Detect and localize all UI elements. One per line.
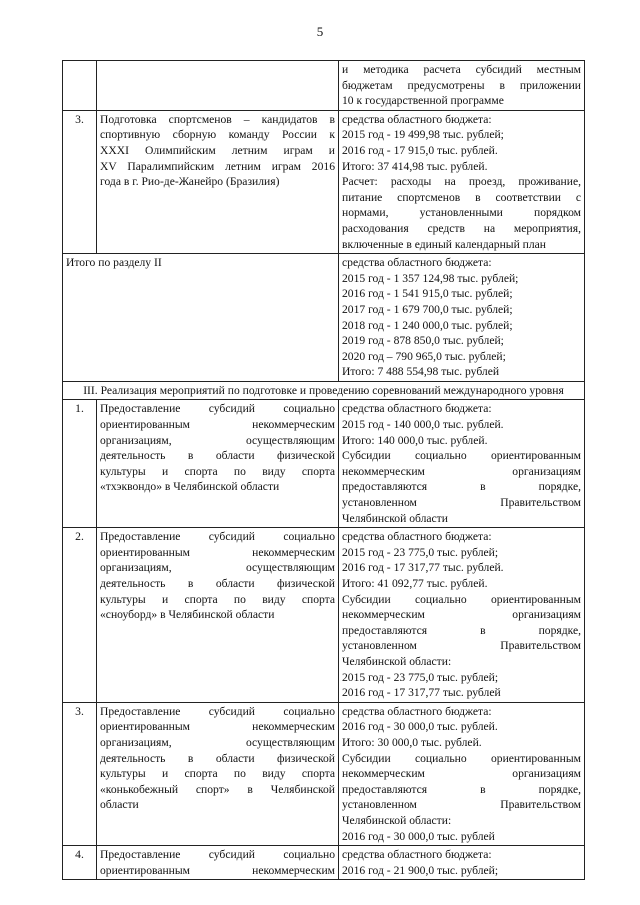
event-name-cell [97,528,339,703]
finance-line: Челябинской области: [342,813,452,827]
finance-line: 2015 год - 1 357 124,98 тыс. рублей; [342,271,519,285]
name-line: деятельность в области физической [100,751,335,765]
event-name-cell [97,702,339,845]
name-line: Подготовка спортсменов – кандидатов в [100,112,335,126]
finance-line: 2016 год - 30 000,0 тыс. рублей [342,829,495,843]
finance-line: Итого: 37 414,98 тыс. рублей. [342,159,488,173]
finance-line: 2016 год - 30 000,0 тыс. рублей. [342,720,498,734]
name-line: области [100,798,139,812]
finance-line: Итого: 41 092,77 тыс. рублей. [342,577,488,590]
finance-line: 2015 год - 23 775,0 тыс. рублей; [342,670,499,684]
name-line: «сноуборд» в Челябинской области [100,608,275,622]
finance-line: Субсидии социально ориентированным [342,751,581,765]
name-line: ориентированным некоммерческим [100,720,335,734]
finance-line: 2016 год - 17 915,0 тыс. рублей. [342,143,498,157]
finance-line: 2016 год - 1 541 915,0 тыс. рублей; [342,287,513,301]
finance-line: 2018 год - 1 240 000,0 тыс. рублей; [342,318,513,332]
table-row [63,400,585,528]
name-line: Предоставление субсидий социально [100,704,335,718]
finance-line: средства областного бюджета: [342,402,492,416]
name-line: культуры и спорта по виду спорта [100,464,335,478]
name-line: культуры и спорта по виду спорта [100,767,335,781]
finance-cell [339,846,585,880]
row-number-cell: 3. [63,110,97,253]
finance-line: Расчет: расходы на проезд, проживание, [342,175,581,189]
finance-line: Субсидии социально ориентированным [342,592,581,606]
name-line: организациям, осуществляющим [100,561,335,575]
finance-line: 2020 год – 790 965,0 тыс. рублей; [342,349,506,363]
finance-line: предоставляются в порядке, [342,623,581,637]
finance-line: нормами, установленными порядком [342,206,581,220]
finance-line: предоставляются в порядке, [342,480,581,494]
finance-line: некоммерческим организациям [342,767,581,781]
finance-line: Челябинской области [342,511,448,525]
name-line: Предоставление субсидий социально [100,848,335,862]
section-total-label: Итого по разделу II [63,254,339,382]
name-line: деятельность в области физической [100,449,335,463]
finance-line: средства областного бюджета: [342,530,492,544]
table-row [63,846,585,880]
page-number: 5 [316,24,324,39]
finance-line: 2015 год - 140 000,0 тыс. рублей. [342,418,504,432]
finance-line: установленном Правительством [342,496,581,510]
finance-line: расходования средств на мероприятия, [342,221,581,235]
finance-line: 2016 год - 21 900,0 тыс. рублей; [342,863,499,877]
finance-line: установленном Правительством [342,639,581,653]
finance-line: питание спортсменов в соответствии с [342,190,581,204]
name-line: ориентированным некоммерческим [100,418,335,432]
row-number-cell: 2. [63,528,97,703]
finance-line: средства областного бюджета: [342,704,492,718]
event-name-cell [97,846,339,880]
row-number-cell: 3. [63,702,97,845]
event-name-cell [97,61,339,111]
name-line: Предоставление субсидий социально [100,402,335,416]
finance-cell [339,110,585,253]
finance-line: 2015 год - 19 499,98 тыс. рублей; [342,128,504,142]
name-line: организациям, осуществляющим [100,735,335,749]
finance-line: 10 к государственной программе [342,94,504,108]
row-number-cell: 1. [63,400,97,528]
name-line: XV Паралимпийским летним играм 2016 [100,159,335,173]
name-line: культуры и спорта по виду спорта [100,592,335,606]
finance-cell [339,254,585,382]
finance-line: 2017 год - 1 679 700,0 тыс. рублей; [342,302,513,316]
name-line: ориентированным некоммерческим [100,863,335,877]
name-line: «тхэквондо» в Челябинской области [100,480,280,494]
finance-cell [339,61,585,111]
finance-line: средства областного бюджета: [342,112,492,126]
finance-line: Субсидии социально ориентированным [342,449,581,463]
section-heading: III. Реализация мероприятий по подготовке и проведению соревнований международного уровня [63,381,585,400]
finance-line: и методика расчета субсидий местным [342,63,581,76]
finance-line: некоммерческим организациям [342,608,581,622]
finance-cell [339,702,585,845]
table-row [63,528,585,703]
finance-cell [339,400,585,528]
finance-line: 2016 год - 17 317,77 тыс. рублей [342,686,501,700]
finance-cell [339,528,585,703]
budget-table [62,60,585,880]
name-line: «конькобежный спорт» в Челябинской [100,782,335,796]
finance-line: 2019 год - 878 850,0 тыс. рублей; [342,334,504,348]
name-line: года в г. Рио-де-Жанейро (Бразилия) [100,175,280,189]
finance-line: Итого: 7 488 554,98 тыс. рублей [342,365,500,379]
finance-line: Итого: 30 000,0 тыс. рублей. [342,735,482,749]
finance-line: Челябинской области: [342,654,452,668]
table-row [63,702,585,845]
finance-line: Итого: 140 000,0 тыс. рублей. [342,433,488,447]
finance-line: 2015 год - 23 775,0 тыс. рублей; [342,545,499,559]
name-line: ориентированным некоммерческим [100,545,335,559]
row-number-cell [63,61,97,111]
finance-line: бюджетам предусмотрены в приложении [342,78,581,92]
row-number-cell: 4. [63,846,97,880]
finance-line: средства областного бюджета: [342,848,492,862]
finance-line: установленном Правительством [342,798,581,812]
finance-line: некоммерческим организациям [342,464,581,478]
section-heading-row [63,381,585,400]
event-name-cell [97,400,339,528]
finance-line: предоставляются в порядке, [342,782,581,796]
name-line: Предоставление субсидий социально [100,530,335,544]
table-row [63,254,585,382]
table-row [63,61,585,111]
name-line: деятельность в области физической [100,577,335,590]
finance-line: 2016 год - 17 317,77 тыс. рублей. [342,561,504,575]
finance-line: включенные в единый календарный план [342,237,547,251]
name-line: XXXI Олимпийским летним играм и [100,143,335,157]
name-line: организациям, осуществляющим [100,433,335,447]
name-line: спортивную сборную команду России к [100,128,335,142]
finance-line: средства областного бюджета: [342,256,492,270]
event-name-cell [97,110,339,253]
table-row [63,110,585,253]
